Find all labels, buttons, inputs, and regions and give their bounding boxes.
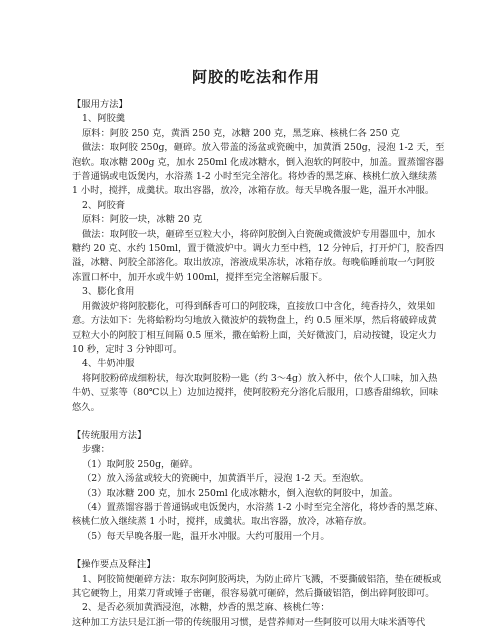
step-line: （3）取冰糖 200 克，加水 250ml 化成冰糖水，倒入泡软的阿胶中，加盖。 xyxy=(82,487,399,499)
item-method-line: 做法：取阿胶 250g，砸碎。放入带盖的汤盆或瓷碗中，加黄酒 250g，浸泡 1-2 天，至 xyxy=(82,142,445,154)
item-method-line: 于普通锅或电饭煲内，水浴蒸 1-2 小时至完全溶化。将炒香的黑芝麻、核桃仁放入继续蒸 xyxy=(72,171,437,183)
item-method-line: 豆粒大小的阿胶丁相互间隔 0.5 厘米，撒在蛤粉上面，关好微波门，启动按键，设定火力 xyxy=(72,329,437,341)
step-line: 核桃仁放入继续蒸 1 小时，搅拌，成羹状。取出容器，放冷，冰箱存放。 xyxy=(72,516,373,528)
item-method-line: 悠久。 xyxy=(72,401,100,413)
item-method-line: 溢，冰糖、阿胶全部溶化。取出放凉，溶液成果冻状，冰箱存放。每晚临睡前取一勺阿胶 xyxy=(72,257,435,269)
item-title: 4、牛奶冲服 xyxy=(82,358,135,370)
section-heading-usage: 【服用方法】 xyxy=(72,99,128,110)
step-line: （2）放入汤盆或较大的瓷碗中，加黄酒半斤，浸泡 1-2 天。至泡软。 xyxy=(82,473,370,485)
item-ingredients: 原料：阿胶 250 克，黄酒 250 克，冰糖 200 克，黑芝麻、核桃仁各 250 克 xyxy=(82,127,400,139)
item-method-line: 糖约 20 克、水约 150ml，置于微波炉中。调火力至中档，12 分钟后，打开炉门，胶香四 xyxy=(72,243,444,255)
item-method-line: 泡软。取冰糖 200g 克，加水 250ml 化成冰糖水，倒入泡软的阿胶中，加盖。置蒸馏容器 xyxy=(72,156,444,168)
note-line: 1、阿胶简便砸碎方法：取东阿阿胶两块，为防止碎片飞溅，不要撕破铝箔，垫在硬板或 xyxy=(82,573,442,585)
item-method-line: 冻置口杯中，加开水或牛奶 100ml，搅拌至完全溶解后服下。 xyxy=(72,271,328,283)
item-ingredients: 原料：阿胶一块，冰糖 20 克 xyxy=(82,214,203,226)
item-method-line: 意。方法如下：先将蛤粉均匀地放入微波炉的载物盘上，约 0.5 厘米厚，然后将破碎成黄 xyxy=(72,315,437,327)
section-usage xyxy=(72,98,445,415)
note-line: 2、是否必须加黄酒浸泡，冰糖，炒香的黑芝麻、核桃仁等： xyxy=(82,602,330,614)
section-spacer xyxy=(72,415,440,429)
section-spacer xyxy=(72,544,440,558)
item-method-line: 做法：取阿胶一块，砸碎至豆粒大小，将碎阿胶倒入白瓷碗或微波炉专用器皿中，加水 xyxy=(82,228,436,240)
step-line: （4）置蒸馏容器于普通锅或电饭煲内，水浴蒸 1-2 小时至完全溶化，将炒香的黑芝麻、 xyxy=(82,501,444,513)
item-title: 3、膨化食用 xyxy=(82,286,135,298)
steps-label: 步骤： xyxy=(82,444,110,456)
section-heading-notes: 【操作要点及释注】 xyxy=(72,559,156,571)
section-notes xyxy=(72,558,440,630)
document-title: 阿胶的吃法和作用 xyxy=(191,68,320,86)
note-line: 其它硬物上，用菜刀背或锤子密砸，很容易就可砸碎，然后撕破铝箔，倒出碎阿胶即可。 xyxy=(72,588,435,599)
item-method-line: 用微波炉将阿胶膨化，可得到酥香可口的阿胶珠，直接放口中含化，纯香持久，效果如 xyxy=(82,300,436,312)
section-heading-traditional: 【传统服用方法】 xyxy=(72,429,147,441)
item-title: 1、阿胶羹 xyxy=(82,113,126,125)
item-title: 2、阿胶膏 xyxy=(82,199,126,211)
item-method-line: 10 秒，定时 3 分钟即可。 xyxy=(72,343,183,355)
step-line: （5）每天早晚各服一匙，温开水冲服。大约可服用一个月。 xyxy=(82,530,330,542)
section-traditional xyxy=(72,429,444,544)
step-line: （1）取阿胶 250g，砸碎。 xyxy=(82,458,199,470)
note-line: 这种加工方法只是江浙一带的传统服用习惯，是营养师对一些阿胶可以用大味米酒等代 xyxy=(72,616,426,628)
item-method-line: 将阿胶粉碎成细粉状，每次取阿胶粉一匙（约 3～4g）放入杯中，依个人口味，加入热 xyxy=(82,372,438,384)
item-method-line: 牛奶、豆浆等（80℃以上）边加边搅拌，使阿胶粉充分溶化后服用，口感香甜绵软，回味 xyxy=(72,387,439,399)
item-method-line: 1 小时，搅拌，成羹状。取出容器，放冷，冰箱存放。每天早晚各服一匙，温开水冲服。 xyxy=(72,185,435,197)
